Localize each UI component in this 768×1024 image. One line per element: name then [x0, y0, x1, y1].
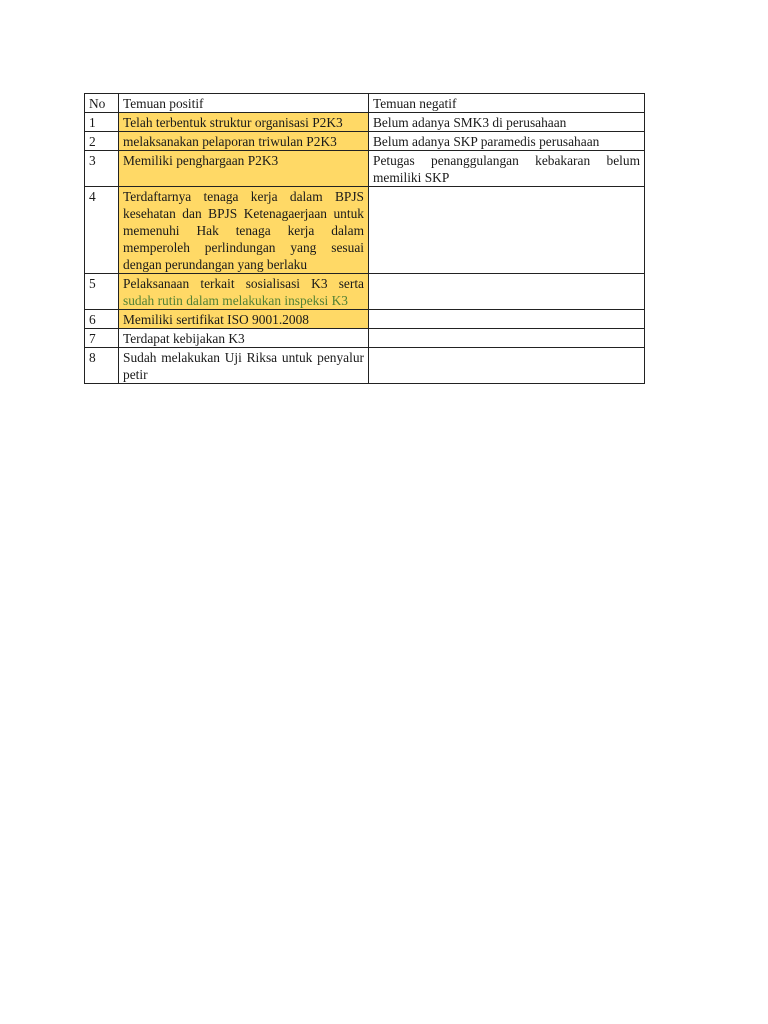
header-positive: Temuan positif	[119, 94, 369, 113]
positive-finding: Telah terbentuk struktur organisasi P2K3	[119, 113, 369, 132]
positive-finding: melaksanakan pelaporan triwulan P2K3	[119, 132, 369, 151]
table-row	[85, 132, 645, 151]
row-number: 6	[85, 310, 119, 329]
positive-finding: Terdapat kebijakan K3	[119, 329, 369, 348]
table-row	[85, 151, 645, 187]
positive-finding-green-text: sudah rutin dalam melakukan inspeksi K3	[123, 293, 348, 308]
positive-finding	[119, 274, 369, 310]
negative-finding: Belum adanya SKP paramedis perusahaan	[369, 132, 645, 151]
negative-finding	[369, 329, 645, 348]
positive-finding: Memiliki penghargaan P2K3	[119, 151, 369, 187]
positive-finding: Terdaftarnya tenaga kerja dalam BPJS kesehatan dan BPJS Ketenagaerjaan untuk memenuhi Hak tenaga kerja dalam memperoleh perlindungan yang sesuai dengan perundangan yang berlaku	[119, 187, 369, 274]
table-header-row	[85, 94, 645, 113]
table-row	[85, 348, 645, 384]
row-number: 2	[85, 132, 119, 151]
negative-finding: Petugas penanggulangan kebakaran belum memiliki SKP	[369, 151, 645, 187]
negative-finding: Belum adanya SMK3 di perusahaan	[369, 113, 645, 132]
negative-finding	[369, 274, 645, 310]
negative-finding	[369, 187, 645, 274]
negative-finding	[369, 310, 645, 329]
row-number: 1	[85, 113, 119, 132]
table-row	[85, 329, 645, 348]
positive-finding-text: Pelaksanaan terkait sosialisasi K3 serta	[123, 276, 364, 291]
table-row	[85, 187, 645, 274]
header-negative: Temuan negatif	[369, 94, 645, 113]
findings-table	[84, 93, 645, 384]
positive-finding: Memiliki sertifikat ISO 9001.2008	[119, 310, 369, 329]
row-number: 4	[85, 187, 119, 274]
negative-finding	[369, 348, 645, 384]
row-number: 5	[85, 274, 119, 310]
table-row	[85, 310, 645, 329]
table-row	[85, 274, 645, 310]
positive-finding: Sudah melakukan Uji Riksa untuk penyalur petir	[119, 348, 369, 384]
row-number: 7	[85, 329, 119, 348]
row-number: 3	[85, 151, 119, 187]
table-row	[85, 113, 645, 132]
header-no: No	[85, 94, 119, 113]
row-number: 8	[85, 348, 119, 384]
